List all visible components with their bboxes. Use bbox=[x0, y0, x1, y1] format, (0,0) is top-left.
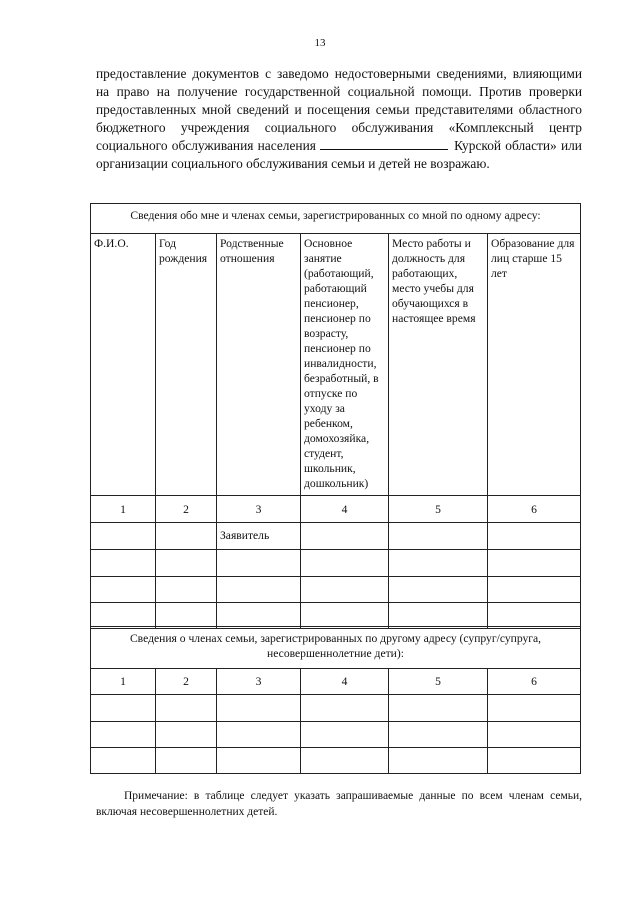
table-cell[interactable] bbox=[156, 722, 217, 748]
column-number: 2 bbox=[156, 496, 217, 523]
table-cell[interactable] bbox=[156, 550, 217, 577]
table1-caption: Сведения обо мне и членах семьи, зарегистрированных со мной по одному адресу: bbox=[91, 204, 581, 234]
table-cell[interactable] bbox=[156, 695, 217, 722]
column-number: 4 bbox=[301, 669, 389, 695]
page-number: 13 bbox=[314, 37, 326, 49]
column-number: 6 bbox=[488, 669, 581, 695]
table-cell[interactable] bbox=[301, 695, 389, 722]
header-education: Образование для лиц старше 15 лет bbox=[488, 234, 581, 496]
intro-text-part1: предоставление документов с заведомо недостоверными сведениями, влияющими на право на получение государственной социальной помощи. Против проверки предоставленных мной сведений и посещения семьи представителями областного бюджетного учреждения социального обслуживания «Комплексный центр социального обслуживания населения bbox=[96, 66, 582, 153]
column-number: 5 bbox=[389, 496, 488, 523]
table-cell[interactable] bbox=[488, 577, 581, 603]
table-cell[interactable] bbox=[217, 722, 301, 748]
table-row bbox=[91, 748, 581, 774]
blank-line bbox=[320, 137, 448, 150]
table-cell[interactable] bbox=[156, 603, 217, 629]
column-number: 5 bbox=[389, 669, 488, 695]
table-row bbox=[91, 577, 581, 603]
header-birth-year: Год рождения bbox=[156, 234, 217, 496]
table-row bbox=[91, 523, 581, 550]
intro-paragraph bbox=[96, 65, 582, 173]
table-cell[interactable] bbox=[301, 722, 389, 748]
table-cell[interactable] bbox=[389, 722, 488, 748]
table-cell[interactable] bbox=[91, 695, 156, 722]
table-cell[interactable] bbox=[301, 748, 389, 774]
column-number: 2 bbox=[156, 669, 217, 695]
table-cell[interactable] bbox=[488, 722, 581, 748]
table-row bbox=[91, 722, 581, 748]
table2-caption: Сведения о членах семьи, зарегистрированных по другому адресу (супруг/супруга, несовершеннолетние дети): bbox=[91, 627, 581, 669]
footnote bbox=[96, 788, 582, 820]
household-table bbox=[90, 203, 581, 629]
table-cell[interactable] bbox=[156, 748, 217, 774]
table-cell[interactable] bbox=[91, 523, 156, 550]
table-row bbox=[91, 550, 581, 577]
table-cell[interactable] bbox=[156, 523, 217, 550]
table-row bbox=[91, 603, 581, 629]
table-cell[interactable] bbox=[488, 523, 581, 550]
table-cell[interactable] bbox=[217, 748, 301, 774]
table-cell[interactable] bbox=[217, 577, 301, 603]
other-address-table bbox=[90, 626, 581, 774]
table-cell[interactable] bbox=[488, 695, 581, 722]
table-cell[interactable] bbox=[91, 748, 156, 774]
table-cell[interactable] bbox=[488, 603, 581, 629]
column-number: 3 bbox=[217, 669, 301, 695]
header-fio: Ф.И.О. bbox=[91, 234, 156, 496]
table-cell[interactable] bbox=[389, 550, 488, 577]
header-workplace: Место работы и должность для работающих, место учебы для обучающихся в настоящее время bbox=[389, 234, 488, 496]
header-occupation: Основное занятие (работающий, работающий пенсионер, пенсионер по возрасту, пенсионер по инвалидности, безработный, в отпуске по уходу за ребенком, домохозяйка, студент, школьник, дошкольник) bbox=[301, 234, 389, 496]
table-cell[interactable] bbox=[217, 603, 301, 629]
table-cell[interactable] bbox=[389, 603, 488, 629]
table-cell[interactable] bbox=[301, 523, 389, 550]
table-row bbox=[91, 695, 581, 722]
table-cell[interactable] bbox=[301, 577, 389, 603]
note-text: Примечание: в таблице следует указать запрашиваемые данные по всем членам семьи, включая несовершеннолетних детей. bbox=[96, 790, 582, 818]
table-cell[interactable] bbox=[389, 748, 488, 774]
table-cell[interactable] bbox=[91, 550, 156, 577]
table-cell[interactable] bbox=[488, 550, 581, 577]
intro-text-part2: Курской области» или организации социального обслуживания семьи и детей не возражаю. bbox=[96, 138, 582, 171]
table-cell[interactable] bbox=[389, 577, 488, 603]
column-number: 6 bbox=[488, 496, 581, 523]
table-cell[interactable] bbox=[91, 603, 156, 629]
applicant-label: Заявитель bbox=[217, 523, 301, 550]
table-cell[interactable] bbox=[217, 695, 301, 722]
table-cell[interactable] bbox=[156, 577, 217, 603]
table-cell[interactable] bbox=[91, 577, 156, 603]
table-cell[interactable] bbox=[389, 523, 488, 550]
table-cell[interactable] bbox=[91, 722, 156, 748]
column-number: 1 bbox=[91, 496, 156, 523]
header-relationship: Родственные отношения bbox=[217, 234, 301, 496]
column-number: 1 bbox=[91, 669, 156, 695]
table-cell[interactable] bbox=[389, 695, 488, 722]
column-number: 4 bbox=[301, 496, 389, 523]
table-cell[interactable] bbox=[488, 748, 581, 774]
table-cell[interactable] bbox=[301, 603, 389, 629]
column-number: 3 bbox=[217, 496, 301, 523]
table-cell[interactable] bbox=[301, 550, 389, 577]
table-cell[interactable] bbox=[217, 550, 301, 577]
